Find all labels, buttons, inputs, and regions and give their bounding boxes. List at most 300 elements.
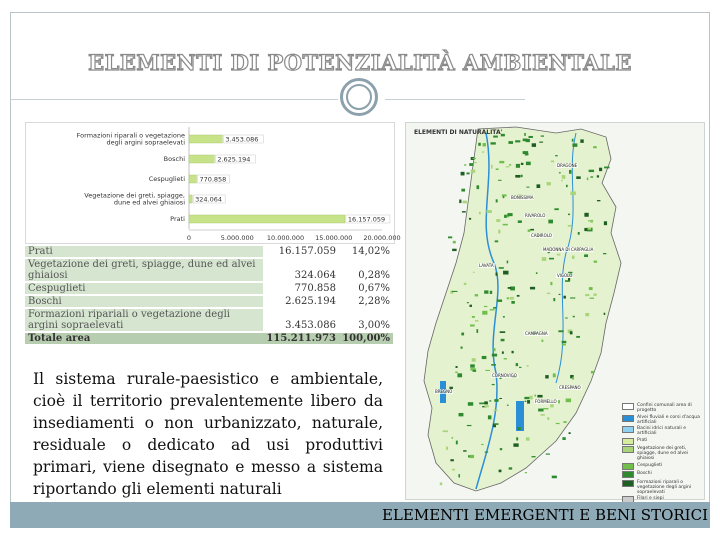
- vegetation-patch: [461, 172, 465, 176]
- row-percent: 2,28%: [339, 295, 393, 308]
- vegetation-patch: [464, 164, 466, 165]
- vegetation-patch: [477, 185, 480, 189]
- legend-swatch: [622, 426, 634, 433]
- vegetation-patch: [440, 483, 442, 486]
- vegetation-patch: [532, 456, 536, 457]
- category-label: Vegetazione dei greti, spiagge,: [84, 191, 185, 200]
- row-value: 770.858: [263, 282, 339, 295]
- vegetation-patch: [536, 184, 540, 188]
- vegetation-patch: [484, 401, 488, 404]
- vegetation-patch: [494, 410, 498, 411]
- vegetation-patch: [590, 298, 595, 299]
- legend-item: [622, 446, 702, 461]
- vegetation-patch: [556, 423, 560, 424]
- row-label: Boschi: [25, 295, 263, 308]
- vegetation-patch: [486, 210, 491, 213]
- row-label: Cespuglieti: [25, 282, 263, 295]
- vegetation-patch: [482, 151, 484, 153]
- vegetation-patch: [545, 375, 548, 378]
- vegetation-patch: [554, 208, 558, 210]
- vegetation-patch: [470, 455, 474, 458]
- vegetation-patch: [461, 333, 464, 336]
- vegetation-patch: [463, 201, 467, 204]
- vegetation-patch: [508, 287, 512, 289]
- vegetation-patch: [461, 189, 465, 192]
- legend-swatch: [622, 463, 634, 470]
- vegetation-patch: [499, 398, 502, 399]
- vegetation-patch: [525, 472, 527, 473]
- vegetation-patch: [493, 307, 496, 309]
- vegetation-patch: [553, 298, 555, 301]
- vegetation-patch: [563, 421, 566, 423]
- vegetation-patch: [572, 377, 574, 380]
- row-percent: 3,00%: [339, 308, 393, 332]
- bar-value-label: 770.858: [199, 175, 227, 184]
- place-label: RIVAROLO: [525, 213, 546, 218]
- vegetation-patch: [516, 363, 518, 366]
- vegetation-patch: [503, 271, 508, 275]
- vegetation-patch: [459, 413, 464, 416]
- legend-item: [622, 480, 702, 495]
- category-label: Formazioni riparali o vegetazione: [76, 131, 185, 140]
- vegetation-patch: [446, 447, 448, 450]
- vegetation-patch: [509, 164, 511, 165]
- vegetation-patch: [584, 228, 587, 231]
- vegetation-patch: [491, 165, 493, 169]
- vegetation-patch: [516, 164, 520, 168]
- vegetation-patch: [503, 224, 508, 226]
- vegetation-patch: [494, 423, 498, 425]
- vegetation-patch: [541, 135, 544, 136]
- category-label: degli argini sopraelevati: [106, 138, 185, 147]
- vegetation-patch: [491, 364, 496, 366]
- row-percent: 14,02%: [339, 246, 393, 258]
- vegetation-patch: [593, 293, 596, 295]
- vegetation-patch: [475, 294, 478, 296]
- vegetation-patch: [526, 162, 531, 166]
- vegetation-patch: [490, 142, 495, 144]
- vegetation-patch: [473, 272, 475, 273]
- x-tick-label: 10.000.000: [266, 234, 305, 242]
- bar-chart: [25, 122, 401, 244]
- vegetation-patch: [576, 176, 580, 179]
- vegetation-patch: [519, 367, 522, 368]
- vegetation-patch: [530, 287, 535, 290]
- vegetation-patch: [576, 336, 580, 338]
- vegetation-patch: [462, 211, 466, 212]
- vegetation-patch: [566, 185, 568, 187]
- vegetation-patch: [496, 219, 500, 222]
- bar-value-label: 2.625.194: [217, 155, 251, 164]
- vegetation-patch: [548, 252, 550, 253]
- vegetation-patch: [470, 324, 475, 326]
- vegetation-patch: [463, 450, 466, 451]
- vegetation-patch: [590, 220, 592, 223]
- vegetation-patch: [563, 296, 566, 299]
- vegetation-patch: [547, 417, 549, 420]
- vegetation-patch: [504, 215, 507, 218]
- vegetation-patch: [550, 282, 552, 285]
- vegetation-patch: [570, 192, 575, 196]
- table-row: [25, 258, 393, 282]
- vegetation-patch: [515, 175, 520, 178]
- vegetation-patch: [510, 297, 514, 300]
- vegetation-patch: [527, 400, 530, 403]
- vegetation-patch: [587, 227, 591, 229]
- legend-item: [622, 403, 702, 413]
- vegetation-patch: [541, 340, 543, 342]
- vegetation-patch: [508, 141, 513, 144]
- vegetation-patch: [542, 257, 547, 261]
- vegetation-patch: [457, 373, 462, 377]
- vegetation-patch: [502, 194, 507, 196]
- vegetation-patch: [572, 139, 574, 142]
- vegetation-patch: [464, 283, 467, 285]
- bar: [189, 195, 192, 203]
- vegetation-patch: [475, 320, 478, 321]
- legend-label: Confini comunali area di progetto: [637, 403, 692, 413]
- legend-label: Vegetazione dei greti, spiagge, dune ed alvei ghiaiosi: [637, 446, 689, 461]
- category-label: Boschi: [163, 155, 185, 163]
- row-label: Formazioni ripariali o vegetazione degli argini sopraelevati: [25, 308, 263, 332]
- legend-swatch: [622, 415, 634, 422]
- vegetation-patch: [456, 366, 458, 368]
- vegetation-patch: [453, 241, 456, 244]
- vegetation-patch: [469, 305, 471, 307]
- vegetation-patch: [568, 214, 570, 215]
- vegetation-patch: [551, 160, 554, 162]
- vegetation-patch: [604, 313, 606, 315]
- vegetation-patch: [496, 168, 499, 170]
- vegetation-patch: [565, 318, 568, 319]
- vegetation-patch: [562, 175, 565, 179]
- vegetation-patch: [526, 187, 529, 188]
- vegetation-patch: [597, 200, 600, 201]
- footer-title: ELEMENTI EMERGENTI E BENI STORICI: [381, 506, 708, 524]
- vegetation-patch: [568, 225, 572, 227]
- place-label: CADIROLO: [531, 233, 552, 238]
- vegetation-patch: [504, 358, 507, 359]
- vegetation-patch: [490, 291, 492, 294]
- vegetation-patch: [459, 199, 461, 203]
- vegetation-patch: [585, 294, 589, 296]
- vegetation-patch: [525, 153, 529, 156]
- vegetation-patch: [448, 236, 452, 238]
- vegetation-patch: [553, 373, 556, 377]
- vegetation-patch: [562, 344, 566, 345]
- vegetation-patch: [452, 469, 455, 471]
- vegetation-patch: [521, 175, 523, 177]
- vegetation-patch: [507, 297, 509, 299]
- vegetation-patch: [590, 176, 593, 177]
- vegetation-patch: [515, 140, 520, 142]
- row-percent: 100,00%: [339, 332, 393, 344]
- legend-label: Bacini idrici naturali e artificiali: [637, 426, 686, 436]
- legend-swatch: [622, 480, 634, 487]
- legend-item: [622, 438, 702, 445]
- legend-label: Cespuglieti: [637, 462, 663, 468]
- vegetation-patch: [524, 397, 529, 399]
- place-label: FORMELLO: [535, 399, 557, 404]
- legend-swatch: [622, 471, 634, 478]
- vegetation-patch: [572, 256, 575, 259]
- vegetation-patch: [466, 172, 469, 174]
- vegetation-patch: [534, 395, 536, 397]
- vegetation-patch: [570, 297, 575, 298]
- vegetation-patch: [527, 365, 529, 367]
- vegetation-patch: [497, 299, 502, 301]
- vegetation-patch: [550, 404, 553, 407]
- row-percent: 0,67%: [339, 282, 393, 295]
- table-row: [25, 295, 393, 308]
- vegetation-patch: [456, 441, 458, 445]
- vegetation-patch: [558, 400, 560, 403]
- vegetation-patch: [494, 399, 498, 402]
- vegetation-patch: [507, 213, 512, 216]
- vegetation-patch: [521, 163, 524, 165]
- vegetation-patch: [569, 432, 571, 434]
- place-label: LAVATA: [479, 263, 494, 268]
- vegetation-patch: [578, 232, 580, 235]
- vegetation-patch: [506, 166, 510, 167]
- data-table: [25, 246, 393, 344]
- vegetation-patch: [524, 133, 526, 136]
- legend-swatch: [622, 403, 634, 410]
- vegetation-patch: [562, 341, 567, 343]
- legend-swatch: [622, 438, 634, 445]
- vegetation-patch: [467, 302, 469, 303]
- vegetation-patch: [469, 218, 471, 220]
- bar-value-label: 324.064: [195, 195, 223, 204]
- vegetation-patch: [555, 155, 558, 156]
- vegetation-patch: [569, 170, 571, 174]
- map-panel: [405, 122, 705, 500]
- vegetation-patch: [498, 230, 500, 234]
- vegetation-patch: [476, 329, 478, 333]
- vegetation-patch: [530, 229, 534, 231]
- row-percent: 0,28%: [339, 258, 393, 282]
- vegetation-patch: [546, 453, 550, 454]
- vegetation-patch: [495, 272, 497, 275]
- vegetation-patch: [589, 287, 593, 290]
- category-label: Cespuglieti: [148, 175, 185, 183]
- vegetation-patch: [549, 258, 554, 260]
- table-row: [25, 246, 393, 258]
- vegetation-patch: [562, 437, 565, 440]
- vegetation-patch: [589, 170, 594, 172]
- vegetation-patch: [537, 395, 542, 398]
- map-title: ELEMENTI DI NATURALITA': [414, 129, 503, 136]
- vegetation-patch: [507, 405, 509, 406]
- bar-value-label: 16.157.059: [347, 215, 386, 224]
- vegetation-patch: [518, 220, 522, 223]
- vegetation-patch: [471, 170, 476, 173]
- x-tick-label: 20.000.000: [363, 234, 401, 242]
- legend-label: Formazioni riparali o vegetazione degli argini sopraelevati: [637, 479, 692, 495]
- vegetation-patch: [443, 430, 448, 432]
- vegetation-patch: [478, 143, 481, 146]
- vegetation-patch: [452, 291, 457, 292]
- table-row: [25, 308, 393, 332]
- category-label: dune ed alvei ghiaiosi: [113, 198, 185, 207]
- vegetation-patch: [548, 220, 553, 224]
- vegetation-patch: [517, 427, 521, 430]
- vegetation-patch: [482, 356, 487, 359]
- description-text: Il sistema rurale-paesistico e ambientale, cioè il territorio prevalentemente libero da insediamenti o non urbanizzato, naturale, residuale o dedicato ad usi produttivi primari, viene disegnato e messo a sistema riportando gli elementi naturali: [33, 370, 383, 498]
- vegetation-patch: [461, 347, 463, 349]
- row-label: Totale area: [25, 332, 263, 344]
- vegetation-patch: [558, 330, 563, 332]
- row-label: Prati: [25, 246, 263, 258]
- legend-item: [622, 426, 702, 436]
- vegetation-patch: [525, 401, 527, 402]
- place-label: CAMPAGNA: [525, 331, 548, 336]
- legend-label: Alvei fluviali e corsi d'acqua artificiali: [637, 414, 700, 425]
- vegetation-patch: [587, 178, 589, 181]
- x-tick-label: 0: [186, 234, 192, 242]
- bar: [189, 175, 196, 183]
- vegetation-patch: [570, 331, 573, 334]
- legend-swatch: [622, 446, 634, 453]
- vegetation-patch: [526, 437, 530, 440]
- vegetation-patch: [528, 136, 532, 138]
- row-value: 16.157.059: [263, 246, 339, 258]
- vegetation-patch: [557, 254, 560, 256]
- vegetation-patch: [580, 139, 583, 142]
- vegetation-patch: [472, 158, 476, 159]
- vegetation-patch: [479, 212, 481, 214]
- vegetation-patch: [591, 371, 594, 374]
- place-label: MADONNA DI CARPAGLIA: [543, 247, 594, 252]
- vegetation-patch: [479, 403, 484, 405]
- divider-right: [385, 99, 525, 100]
- legend-item: [622, 463, 702, 470]
- vegetation-patch: [482, 311, 487, 315]
- vegetation-patch: [536, 272, 538, 274]
- bar-value-label: 3.453.086: [225, 135, 259, 144]
- vegetation-patch: [496, 199, 498, 202]
- vegetation-patch: [509, 467, 512, 469]
- vegetation-patch: [473, 370, 477, 372]
- vegetation-patch: [599, 168, 602, 171]
- bar: [189, 215, 345, 223]
- vegetation-patch: [585, 313, 589, 316]
- vegetation-patch: [604, 221, 607, 225]
- vegetation-patch: [472, 316, 475, 318]
- place-label: DRAGONE: [557, 163, 578, 168]
- vegetation-patch: [489, 400, 491, 401]
- vegetation-patch: [488, 415, 492, 419]
- vegetation-patch: [495, 240, 498, 242]
- table-total-row: [25, 332, 393, 344]
- vegetation-patch: [492, 354, 497, 357]
- vegetation-patch: [498, 180, 501, 181]
- water-basin: [516, 401, 524, 431]
- vegetation-patch: [559, 294, 561, 295]
- vegetation-patch: [511, 301, 514, 304]
- vegetation-patch: [540, 414, 544, 416]
- vegetation-patch: [566, 398, 571, 402]
- ring-ornament-inner: [346, 84, 372, 110]
- category-label: Prati: [170, 215, 185, 223]
- vegetation-patch: [501, 339, 505, 341]
- place-label: BREGNO: [435, 389, 453, 394]
- x-tick-label: 15.000.000: [315, 234, 353, 242]
- vegetation-patch: [523, 139, 528, 142]
- vegetation-patch: [502, 351, 504, 353]
- vegetation-patch: [573, 316, 575, 317]
- map-legend: [622, 403, 702, 505]
- row-value: 2.625.194: [263, 295, 339, 308]
- vegetation-patch: [538, 409, 543, 412]
- vegetation-patch: [528, 229, 531, 231]
- vegetation-patch: [481, 444, 483, 445]
- legend-label: Prati: [637, 437, 648, 443]
- vegetation-patch: [485, 451, 488, 452]
- bar: [189, 135, 222, 143]
- legend-item: [622, 471, 702, 478]
- vegetation-patch: [503, 316, 505, 317]
- vegetation-patch: [584, 254, 588, 257]
- vegetation-patch: [472, 358, 476, 361]
- legend-item: [622, 415, 702, 425]
- vegetation-patch: [452, 249, 456, 251]
- vegetation-patch: [594, 261, 597, 263]
- vegetation-patch: [572, 143, 577, 146]
- vegetation-patch: [490, 309, 495, 310]
- vegetation-patch: [597, 175, 599, 177]
- place-label: CORNOVIGO: [492, 373, 517, 378]
- vegetation-patch: [469, 163, 473, 166]
- legend-label: Boschi: [637, 471, 652, 476]
- vegetation-patch: [532, 143, 536, 147]
- vegetation-patch: [467, 425, 472, 426]
- vegetation-patch: [513, 443, 518, 446]
- legend-label: Filari e siepi: [637, 496, 664, 501]
- vegetation-patch: [484, 405, 489, 407]
- vegetation-patch: [507, 261, 509, 264]
- row-value: 324.064: [263, 258, 339, 282]
- row-value: 3.453.086: [263, 308, 339, 332]
- vegetation-patch: [450, 459, 453, 461]
- vegetation-patch: [565, 280, 570, 282]
- vegetation-patch: [485, 370, 490, 371]
- vegetation-patch: [584, 213, 588, 217]
- bar-chart-svg: [26, 123, 401, 243]
- vegetation-patch: [455, 372, 457, 373]
- vegetation-patch: [561, 180, 563, 182]
- vegetation-patch: [492, 384, 495, 385]
- vegetation-patch: [470, 364, 475, 367]
- bar: [189, 155, 214, 163]
- vegetation-patch: [552, 476, 557, 479]
- vegetation-patch: [547, 182, 551, 185]
- vegetation-patch: [593, 146, 597, 148]
- vegetation-patch: [483, 143, 486, 146]
- slide-title: ELEMENTI DI POTENZIALITÀ AMBIENTALE: [88, 50, 632, 75]
- vegetation-patch: [493, 348, 495, 351]
- place-label: VIGOLO: [557, 273, 573, 278]
- vegetation-patch: [474, 162, 477, 163]
- vegetation-patch: [517, 295, 520, 297]
- vegetation-patch: [499, 470, 502, 473]
- place-label: BONISSIMA: [511, 195, 534, 200]
- vegetation-patch: [500, 448, 502, 450]
- vegetation-patch: [499, 267, 504, 269]
- vegetation-patch: [547, 293, 550, 294]
- territory-shape: [424, 127, 621, 491]
- vegetation-patch: [458, 474, 460, 477]
